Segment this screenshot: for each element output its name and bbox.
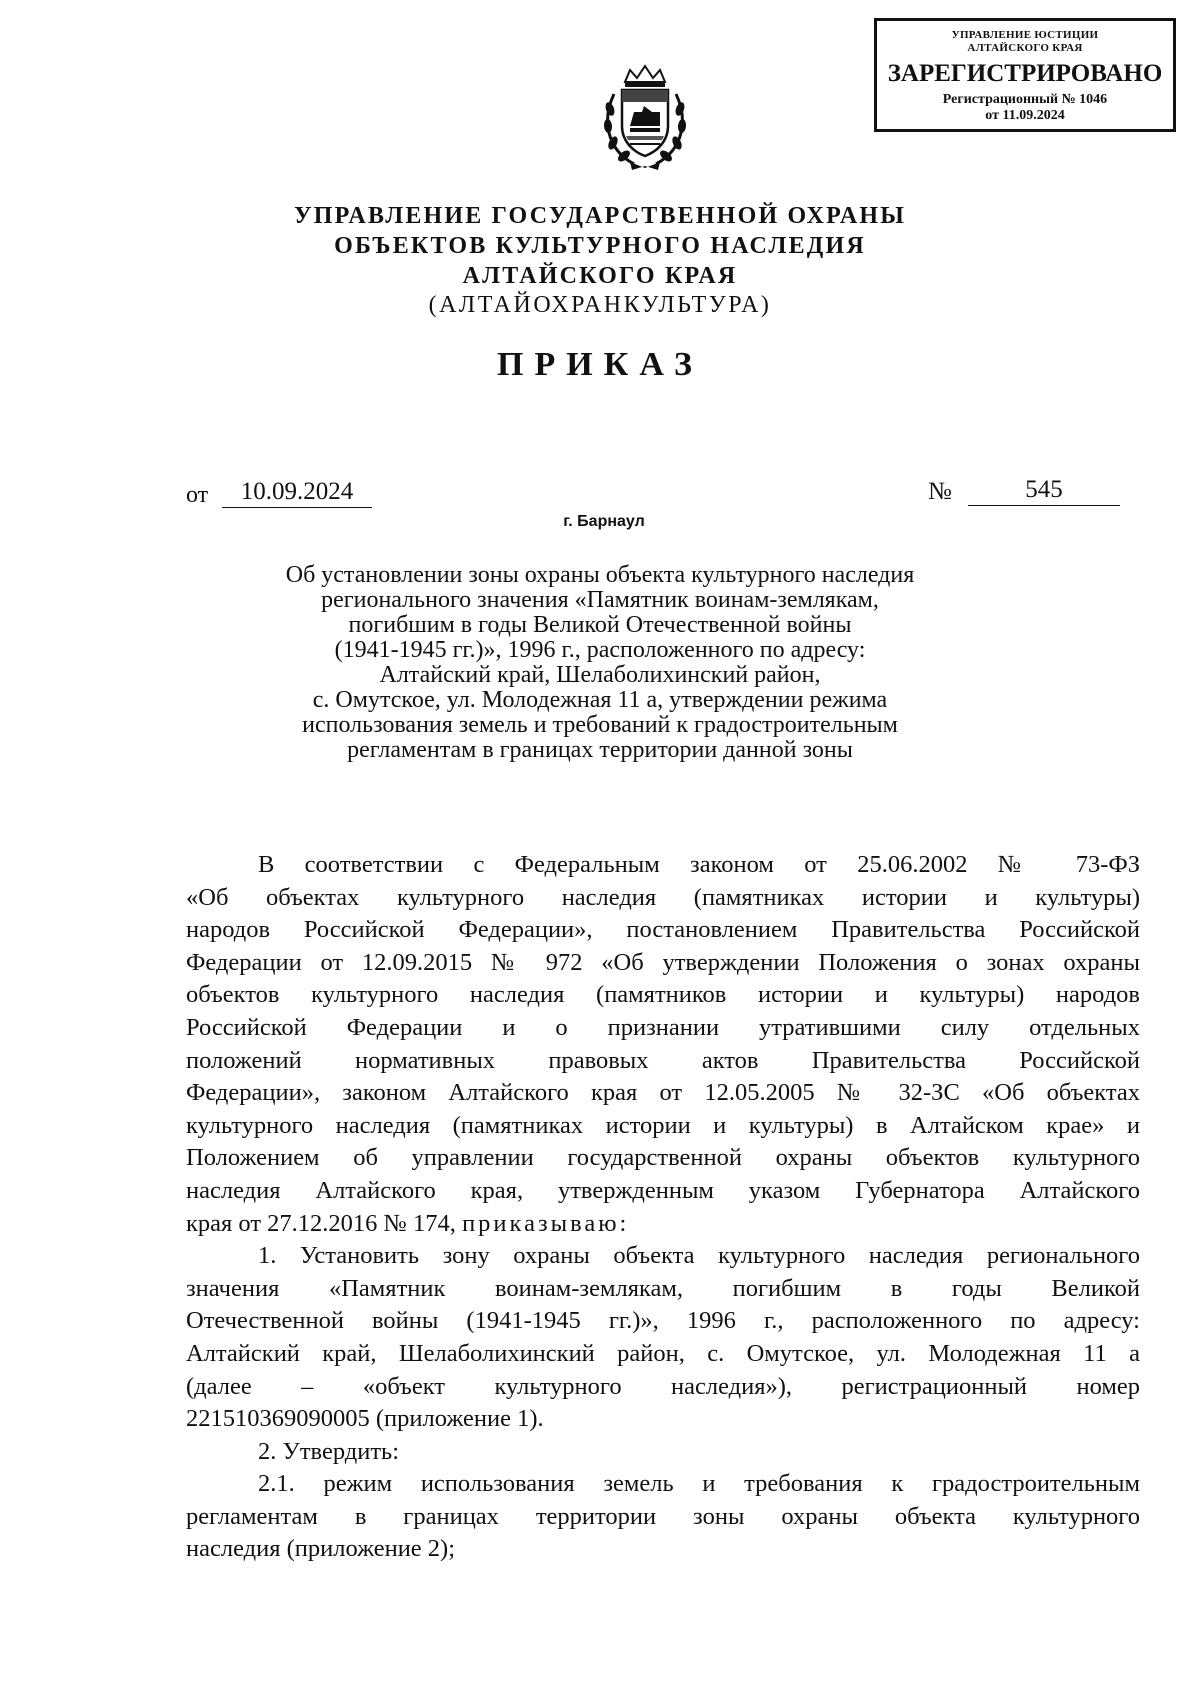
item-1-line: (далее – «объект культурного наследия»), регистрационный номер xyxy=(186,1372,1140,1400)
subject-line: использования земель и требований к градостроительным xyxy=(302,712,898,738)
altai-krai-coat-of-arms-icon xyxy=(600,64,690,172)
body-line: Федерации от 12.09.2015 № 972 «Об утверждении Положения о зонах охраны xyxy=(186,948,1140,976)
body-line: Российской Федерации и о признании утратившими силу отдельных xyxy=(186,1013,1140,1041)
item-1-line: Отечественной войны (1941-1945 гг.)», 1996 г., расположенного по адресу: xyxy=(186,1307,1140,1335)
item-1-line: значения «Памятник воинам-землякам, погибшим в годы Великой xyxy=(186,1274,1140,1302)
body-line: «Об объектах культурного наследия (памятниках истории и культуры) xyxy=(186,883,1140,911)
item-2-1-line: регламентам в границах территории зоны охраны объекта культурного xyxy=(186,1502,1140,1530)
stamp-dept-line2: АЛТАЙСКОГО КРАЯ xyxy=(967,42,1083,54)
stamp-reg-date: от 11.09.2024 xyxy=(985,108,1065,123)
item-1-line: 221510369090005 (приложение 1). xyxy=(186,1405,544,1433)
item-2-1-line: наследия (приложение 2); xyxy=(186,1535,456,1563)
stamp-reg-number: Регистрационный № 1046 xyxy=(942,92,1108,107)
body-line: наследия Алтайского края, утвержденным указом Губернатора Алтайского xyxy=(186,1176,1140,1204)
document-number: 545 xyxy=(968,476,1120,506)
subject-line: Об установлении зоны охраны объекта культурного наследия xyxy=(285,562,915,588)
body-line: Федерации», законом Алтайского края от 12.05.2005 № 32-ЗС «Об объектах xyxy=(186,1079,1140,1107)
document-subject xyxy=(0,563,1200,763)
subject-line: (1941-1945 гг.)», 1996 г., расположенного по адресу: xyxy=(334,637,866,663)
body-line: народов Российской Федерации», постановлением Правительства Российской xyxy=(186,916,1140,944)
item-2: 2. Утвердить: xyxy=(258,1437,400,1465)
subject-line: Алтайский край, Шелаболихинский район, xyxy=(379,662,821,688)
stamp-status: ЗАРЕГИСТРИРОВАНО xyxy=(887,60,1163,87)
item-1-line: 1. Установить зону охраны объекта культурного наследия регионального xyxy=(258,1242,1140,1270)
body-line: культурного наследия (памятниках истории и культуры) в Алтайском крае» и xyxy=(186,1111,1140,1139)
document-date: 10.09.2024 xyxy=(222,478,372,508)
org-abbreviation: (АЛТАЙОХРАНКУЛЬТУРА) xyxy=(428,292,772,318)
city: г. Барнаул xyxy=(563,513,645,530)
body-line: объектов культурного наследия (памятников истории и культуры) народов xyxy=(186,981,1140,1009)
org-name-line1: УПРАВЛЕНИЕ ГОСУДАРСТВЕННОЙ ОХРАНЫ xyxy=(293,203,907,229)
document-type-title: ПРИКАЗ xyxy=(497,346,703,383)
body-line xyxy=(186,1208,1140,1241)
item-2-1-line: 2.1. режим использования земель и требования к градостроительным xyxy=(258,1470,1140,1498)
org-name-line2: ОБЪЕКТОВ КУЛЬТУРНОГО НАСЛЕДИЯ xyxy=(334,233,866,259)
preamble-last: края от 27.12.2016 № 174, xyxy=(186,1209,456,1237)
number-sign: № xyxy=(928,478,952,505)
body-line: В соответствии с Федеральным законом от 25.06.2002 № 73-ФЗ xyxy=(258,851,1140,878)
org-name-line3: АЛТАЙСКОГО КРАЯ xyxy=(462,263,738,289)
body-line: положений нормативных правовых актов Правительства Российской xyxy=(186,1046,1140,1074)
stamp-dept-line1: УПРАВЛЕНИЕ ЮСТИЦИИ xyxy=(951,29,1099,41)
subject-line: с. Омутское, ул. Молодежная 11 а, утверждении режима xyxy=(312,687,888,713)
item-1-line: Алтайский край, Шелаболихинский район, с. Омутское, ул. Молодежная 11 а xyxy=(186,1339,1140,1367)
date-prefix: от xyxy=(186,482,209,508)
body-line: Положением об управлении государственной охраны объектов культурного xyxy=(186,1144,1140,1172)
subject-line: регионального значения «Памятник воинам-землякам, xyxy=(321,587,879,613)
document-body xyxy=(186,849,1140,1566)
registration-stamp xyxy=(874,18,1176,132)
subject-line: регламентам в границах территории данной зоны xyxy=(347,737,853,763)
subject-line: погибшим в годы Великой Отечественной войны xyxy=(348,612,852,638)
order-word: приказываю: xyxy=(462,1209,630,1237)
